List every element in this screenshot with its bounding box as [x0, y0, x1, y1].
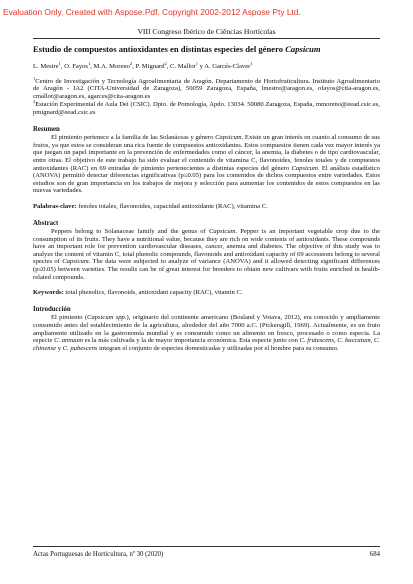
running-header: VIII Congreso Ibérico de Ciências Hortícolas [137, 27, 276, 36]
abstract-paragraph: Peppers belong to Solanaceae family and the genus of Capsicum. Pepper is an important vegetable crop due to the consumption of its fruits. They have a nutritional value, because they are rich on wide contents of antioxidants. These compounds have an important role for prevention cardiovascular diseases, cancer, anemia and diabetes. The objective of this study was to analyze the content of vitamin C, total phenolic compounds, flavonoids and antioxidant capacity of 69 accessions belong to several species of Capsicum. The data were subjected to analyze of variance (ANOVA) and it allowed detecting significant differences (p≤0.05) between varieties. The results can be of great interest for breeders to obtain new cultivars with fruits enriched in health-related compounds. [33, 228, 380, 281]
paper-body [33, 44, 380, 352]
palabras-clave: Palabras-clave: fenoles totales, flavonoides, capacidad antioxidante (RAC), vitamina C. [33, 202, 268, 210]
header-rule [33, 38, 380, 39]
affiliation-2: $^2$Estación Experimental de Aula Dei (CSIC). Dpto. de Pomología, Apdo. 13034. 50080 Zaragoza, España, mmoreno@eead.csic.es, pmignard@eead.csic.es [33, 99, 380, 116]
introduccion-paragraph: El pimiento (Capsicum spp.), originario del continente americano (Bosland y Votava, 2012), era conocido y ampliamente consumido antes del establecimiento de la agricultura, alrededor del año 7000 a.C. (Pickersgill, 1969). Actualmente, es un fruto ampliamente utilizado en la gastronomía mundial y es consumido como un alimento en fresco, procesado o como especia. La especie C. annuum es la más cultivada y la de mayor importancia económica. Esta especie junto con C. frutescens, C. baccatum, C. chinense y C. pubescens integran el conjunto de especies domesticadas y utilizadas por el hombre para su consumo. [33, 314, 381, 352]
abstract-heading: Abstract [33, 219, 59, 227]
introduccion-heading: Introducción [33, 305, 71, 313]
page-number: 684 [369, 551, 380, 558]
author: P. Mignard [135, 63, 165, 70]
resumen-heading: Resumen [33, 125, 60, 133]
footer-rule [33, 546, 380, 547]
keywords: Keywords: total phenolics, flavonoids, antioxidant capacity (RAC), vitamin C. [33, 289, 243, 297]
author: A. Garcés-Claver [204, 63, 251, 70]
author: C. Mallor [170, 63, 196, 70]
author-list: L. Mestre$^1$, O. Fayos$^1$, M.A. Moreno$^2$, P. Mignard$^2$, C. Mallor$^1$ y A. Garcés-Claver$^1$ [33, 61, 253, 70]
evaluation-watermark: Evaluation Only. Created with Aspose.Pdf. Copyright 2002-2012 Aspose Pty Ltd. [3, 7, 301, 17]
author: O. Fayos [64, 63, 88, 70]
affiliation-1: $^1$Centro de Investigación y Tecnología Agroalimentaria de Aragón. Departamento de Hortofruticultura. Instituto Agroalimentario de Aragón - IA2 (CITA-Universidad de Zaragoza), 50059 Zaragoza, España, lmestre@aragon.es, ofayos@cita-aragon.es, cmallor@aragon.es, agarces@cita-aragon.es [33, 75, 380, 100]
author: M.A. Moreno [93, 63, 130, 70]
journal-citation: Actas Portuguesas de Horticultura, nº 30 (2020) [33, 551, 164, 558]
resumen-paragraph: El pimiento pertenece a la familia de las Solanáceas y género Capsicum. Existe un gran interés en cuanto al consumo de sus frutos, ya que estos se consideran una rica fuente de compuestos antioxidantes. Estos compuestos tienen cada vez mayor interés ya que juegan un papel importante en la prevención de enfermedades como el cáncer, la anemia, la diabetes o de tipo cardiovascular, entre otras. El objetivo de este trabajo ha sido evaluar el contenido de vitamina C, flavonoides, fenoles totales y de compuestos antioxidantes (RAC) en 69 entradas de pimiento pertenecientes a distintas especies del género Capsicum. El análisis estadístico (ANOVA) permitió detectar diferencias significativas (p≤0.05) para los contenidos de dichos compuestos entre variedades. Estos estudios son de gran importancia en los trabajos de mejora y selección para aumentar los contenidos de estos compuestos en las nuevas variedades. [33, 134, 380, 195]
author: L. Mestre [33, 63, 59, 70]
paper-title: Estudio de compuestos antioxidantes en distintas especies del género Capsicum [33, 44, 321, 54]
